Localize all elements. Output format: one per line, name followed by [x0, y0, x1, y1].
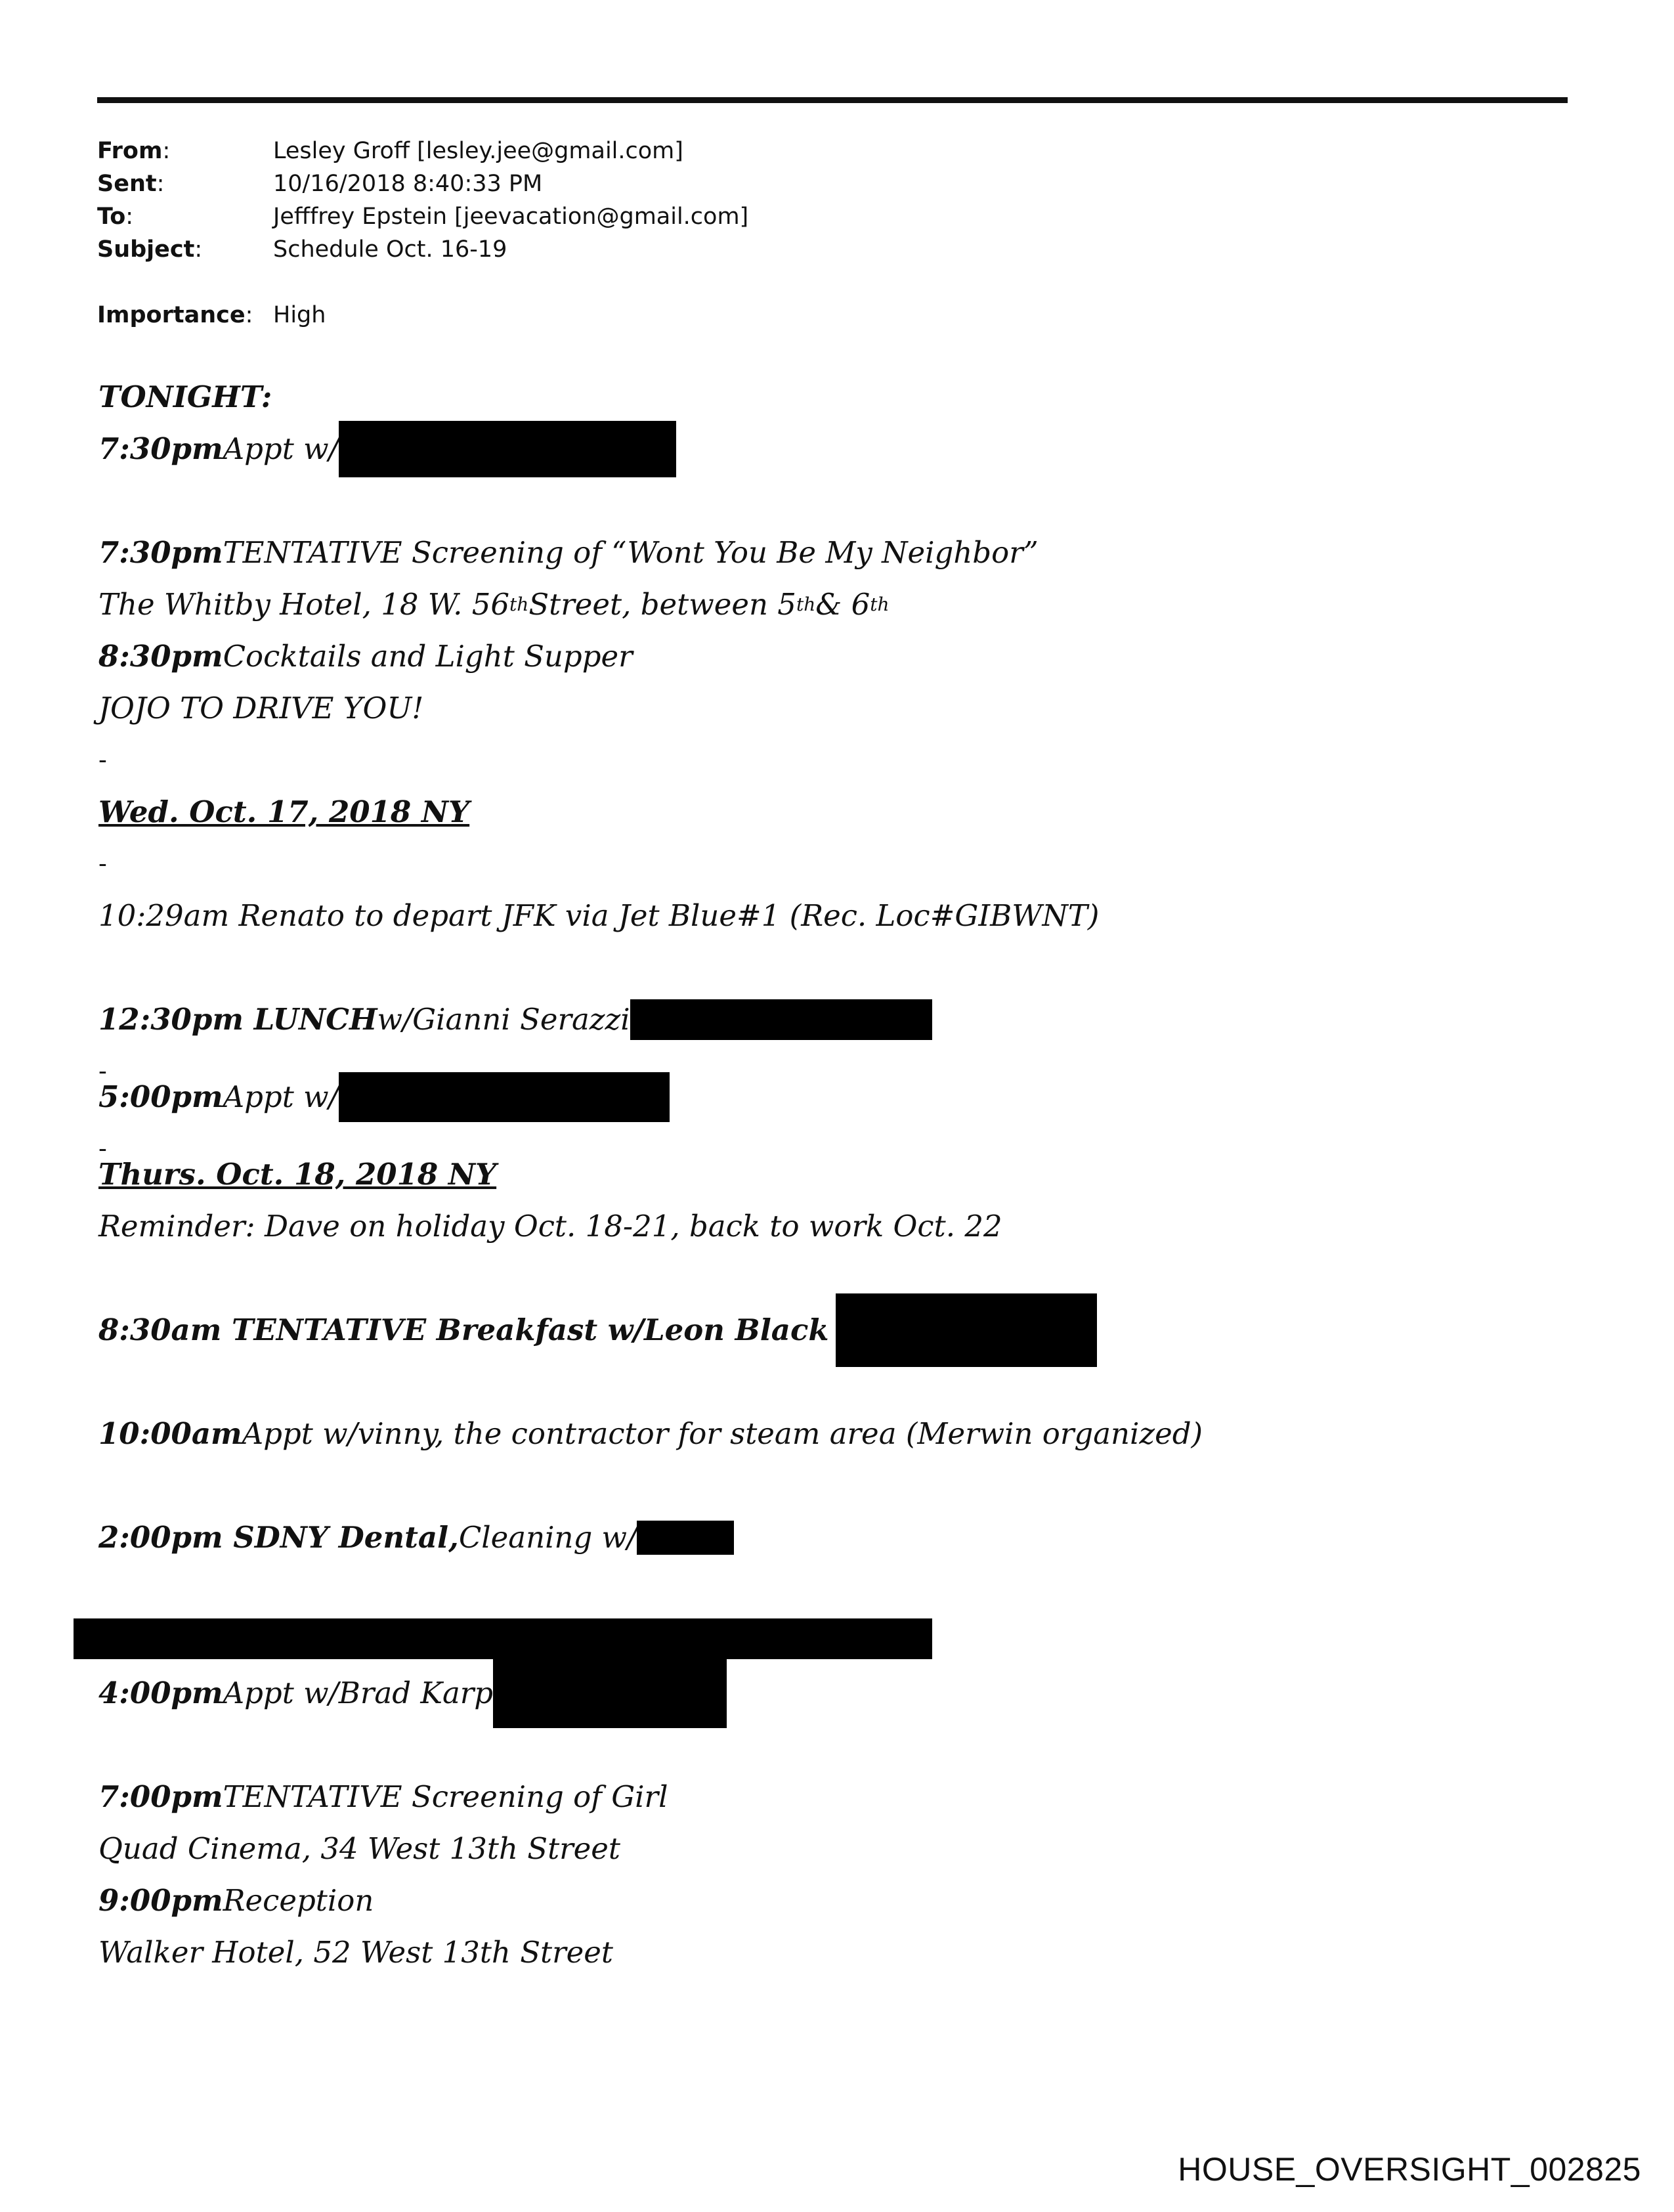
- redaction-box: [637, 1521, 734, 1555]
- to-label: To: [97, 204, 126, 230]
- from-value: Lesley Groff [lesley.jee@gmail.com]: [273, 138, 683, 164]
- separator: -: [98, 745, 107, 774]
- from-label: From: [97, 138, 163, 164]
- subject-row: Subject: Schedule Oct. 16-19: [97, 233, 748, 266]
- redaction-box: [836, 1293, 1097, 1367]
- wed-flight: 10:29am Renato to depart JFK via Jet Blue#1 (Rec. Loc#GIBWNT): [98, 898, 1100, 933]
- separator: -: [98, 1056, 107, 1085]
- quad-venue: Quad Cinema, 34 West 13th Street: [98, 1831, 621, 1866]
- screening-venue: The Whitby Hotel, 18 W. 56 th Street, between 5 th & 6 th: [98, 587, 890, 622]
- thu-contractor: 10:00am Appt w/vinny, the contractor for steam area (Merwin organized): [98, 1416, 1203, 1451]
- redaction-bar: [74, 1618, 932, 1659]
- separator: -: [98, 849, 107, 878]
- tonight-heading: TONIGHT:: [98, 380, 272, 414]
- redaction-box: [493, 1659, 727, 1728]
- separator: -: [98, 1134, 107, 1163]
- thu-dental: 2:00pm SDNY Dental, Cleaning w/: [98, 1511, 1576, 1563]
- to-value: Jefffrey Epstein [jeevacation@gmail.com]: [273, 204, 749, 230]
- wed-date-heading: Wed. Oct. 17, 2018 NY: [98, 794, 470, 829]
- thu-reminder: Reminder: Dave on holiday Oct. 18-21, back to work Oct. 22: [98, 1209, 1002, 1244]
- redaction-box: [339, 421, 676, 477]
- from-row: From: Lesley Groff [lesley.jee@gmail.com]: [97, 135, 748, 167]
- thu-karp: 4:00pm Appt w/Brad Karp: [98, 1667, 1576, 1719]
- importance-value: High: [273, 302, 326, 328]
- importance-row: Importance: High: [97, 299, 748, 332]
- email-header: [97, 135, 748, 332]
- thu-breakfast: 8:30am TENTATIVE Breakfast w/Leon Black: [98, 1304, 1576, 1356]
- thu-date-heading: Thurs. Oct. 18, 2018 NY: [98, 1157, 497, 1192]
- redaction-box: [630, 999, 932, 1040]
- bates-number: HOUSE_OVERSIGHT_002825: [1178, 2151, 1641, 2188]
- sent-value: 10/16/2018 8:40:33 PM: [273, 171, 543, 197]
- wed-lunch: 12:30pm LUNCH w/Gianni Serazzi: [98, 993, 1576, 1045]
- appt-time: 7:30pm: [98, 431, 223, 466]
- schedule-body: [98, 371, 1576, 1978]
- thu-screening: 7:00pm TENTATIVE Screening of Girl: [98, 1779, 668, 1814]
- driver-note: JOJO TO DRIVE YOU!: [98, 691, 424, 726]
- tonight-cocktails: 8:30pm Cocktails and Light Supper: [98, 639, 633, 674]
- sent-label: Sent: [97, 171, 157, 197]
- redaction-box: [339, 1072, 670, 1122]
- wed-appt: 5:00pm Appt w/: [98, 1071, 1576, 1123]
- thu-reception: 9:00pm Reception: [98, 1883, 374, 1918]
- tonight-appt: 7:30pm Appt w/: [98, 423, 1576, 475]
- subject-value: Schedule Oct. 16-19: [273, 236, 507, 263]
- subject-label: Subject: [97, 236, 195, 263]
- header-rule: [97, 97, 1568, 103]
- walker-venue: Walker Hotel, 52 West 13th Street: [98, 1935, 613, 1970]
- importance-label: Importance: [97, 302, 246, 328]
- to-row: To: Jefffrey Epstein [jeevacation@gmail.com]: [97, 200, 748, 233]
- tonight-screening: 7:30pm TENTATIVE Screening of “Wont You Be My Neighbor”: [98, 535, 1039, 570]
- sent-row: Sent: 10/16/2018 8:40:33 PM: [97, 167, 748, 200]
